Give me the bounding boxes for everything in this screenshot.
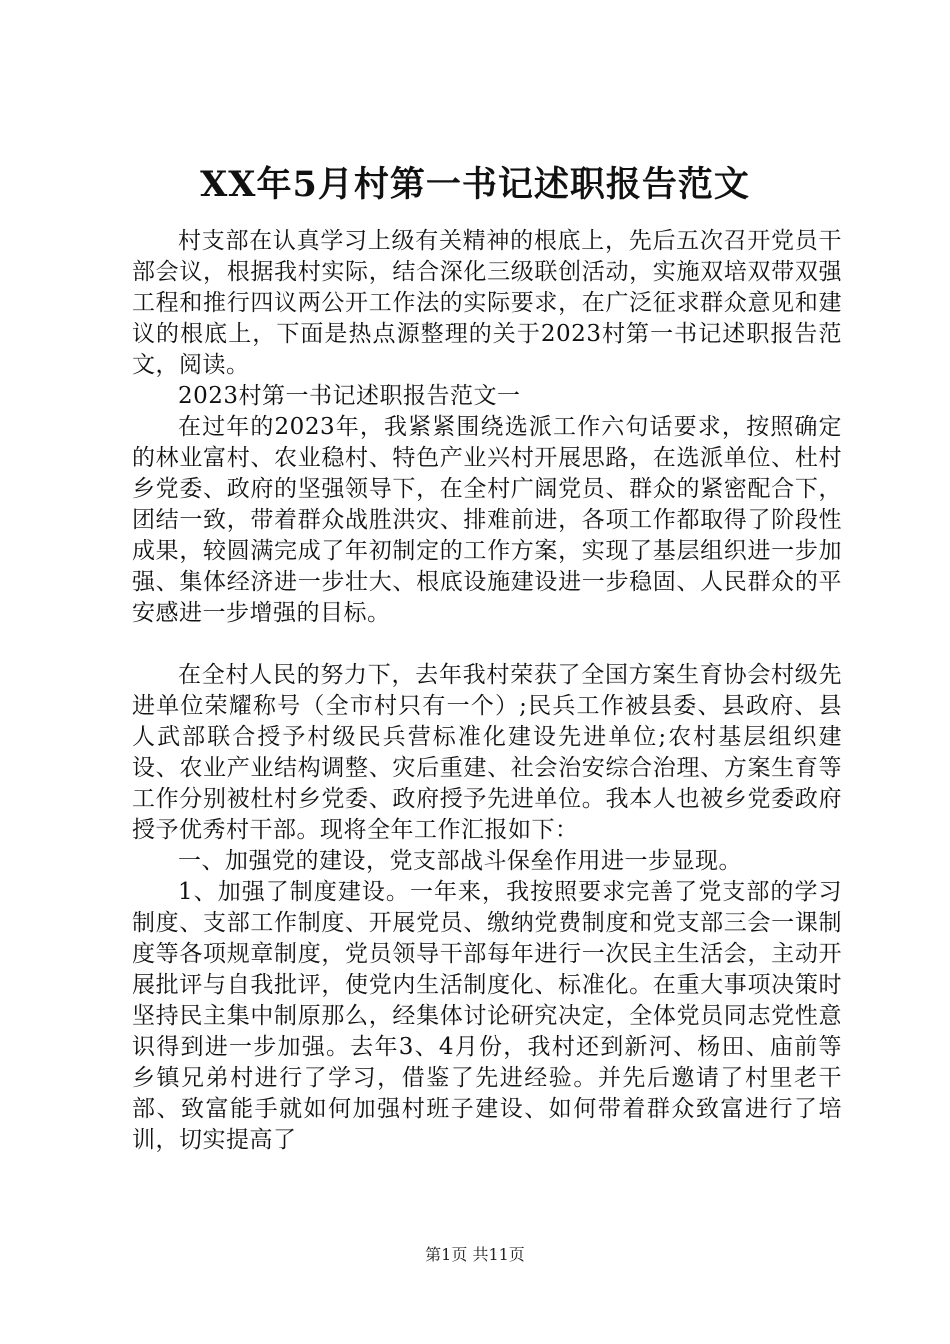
subsection-heading: 一、加强党的建设，党支部战斗保垒作用进一步显现。 [178, 848, 742, 874]
body-paragraph: 1、加强了制度建设。一年来，我按照要求完善了党支部的学习制度、支部工作制度、开展党员、缴纳党费制度和党支部三会一课制度等各项规章制度，党员领导干部每年进行一次民主生活会，主动开展批评与自我批评，使党内生活制度化、标准化。在重大事项决策时坚持民主集中制原那么，经集体讨论研究决定，全体党员同志党性意识得到进一步加强。去年3、4月份，我村还到新河、杨田、庙前等乡镇兄弟村进行了学习，借鉴了先进经验。并先后邀请了村里老干部、致富能手就如何加强村班子建设、如何带着群众致富进行了培训，切实提高了 [132, 879, 842, 1153]
page-number-footer: 第1页 共11页 [425, 1245, 525, 1264]
intro-paragraph: 村支部在认真学习上级有关精神的根底上，先后五次召开党员干部会议，根据我村实际，结合深化三级联创活动，实施双培双带双强工程和推行四议两公开工作法的实际要求，在广泛征求群众意见和建议的根底上，下面是热点源整理的关于2023村第一书记述职报告范文，阅读。 [132, 228, 842, 378]
document-body [132, 226, 842, 1156]
section-heading: 2023村第一书记述职报告范文一 [178, 383, 521, 409]
document-title: XX年5月村第一书记述职报告范文 [200, 164, 750, 205]
body-paragraph: 在过年的2023年，我紧紧围绕选派工作六句话要求，按照确定的林业富村、农业稳村、特色产业兴村开展思路，在选派单位、杜村乡党委、政府的坚强领导下，在全村广阔党员、群众的紧密配合下，团结一致，带着群众战胜洪灾、排难前进，各项工作都取得了阶段性成果，较圆满完成了年初制定的工作方案，实现了基层组织进一步加强、集体经济进一步壮大、根底设施建设进一步稳固、人民群众的平安感进一步增强的目标。 [132, 414, 842, 626]
body-paragraph: 在全村人民的努力下，去年我村荣获了全国方案生育协会村级先进单位荣耀称号（全市村只有一个）;民兵工作被县委、县政府、县人武部联合授予村级民兵营标准化建设先进单位;农村基层组织建设、农业产业结构调整、灾后重建、社会治安综合治理、方案生育等工作分别被杜村乡党委、政府授予先进单位。我本人也被乡党委政府授予优秀村干部。现将全年工作汇报如下： [132, 662, 842, 843]
